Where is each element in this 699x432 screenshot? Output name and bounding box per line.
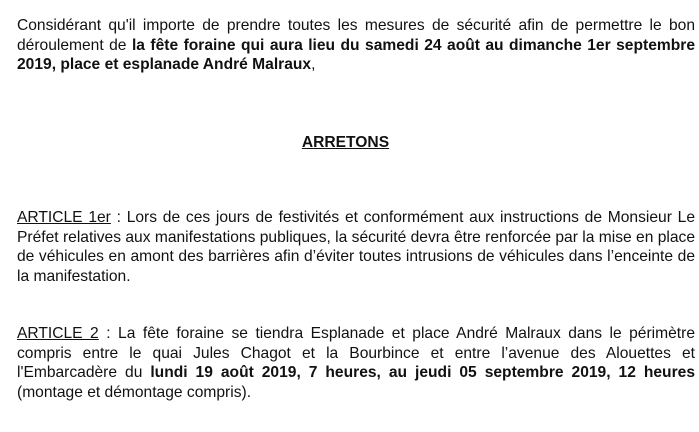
article-1-text: : Lors de ces jours de festivités et conformément aux instructions de Monsieur Le Préfet relatives aux manifestations publiques, la sécurité devra être renforcée par la mise en place de véhicules en amont des barrières afin d’éviter toutes intrusions de véhicules dans l’enceinte de la manifestation.: [17, 209, 695, 285]
article-2-label: ARTICLE 2: [17, 325, 99, 342]
article-2-end: (montage et démontage compris).: [17, 383, 252, 401]
event-dates-bold: la fête foraine qui aura lieu du samedi 24 août au dimanche 1er septembre 2019, place et esplanade André Malraux: [17, 36, 695, 73]
article-1-paragraph: [17, 208, 695, 286]
article-2-dates-bold: lundi 19 août 2019, 7 heures, au jeudi 05 septembre 2019, 12 heures: [150, 364, 695, 381]
article-2-paragraph: [17, 324, 695, 402]
article-1-label: ARTICLE 1er: [17, 209, 111, 226]
considering-paragraph: [17, 16, 695, 75]
article-2-text: : La fête foraine se tiendra Esplanade et place André Malraux dans le périmètre compris entre le quai Jules Chagot et la Bourbince et entre l’avenue des Alouettes et l'Embarcadère du: [17, 325, 695, 381]
considering-text: Considérant qu'il importe de prendre toutes les mesures de sécurité afin de permettre le bon déroulement de: [17, 17, 695, 54]
arretons-heading: ARRETONS: [301, 134, 390, 151]
considering-end: ,: [311, 56, 316, 73]
